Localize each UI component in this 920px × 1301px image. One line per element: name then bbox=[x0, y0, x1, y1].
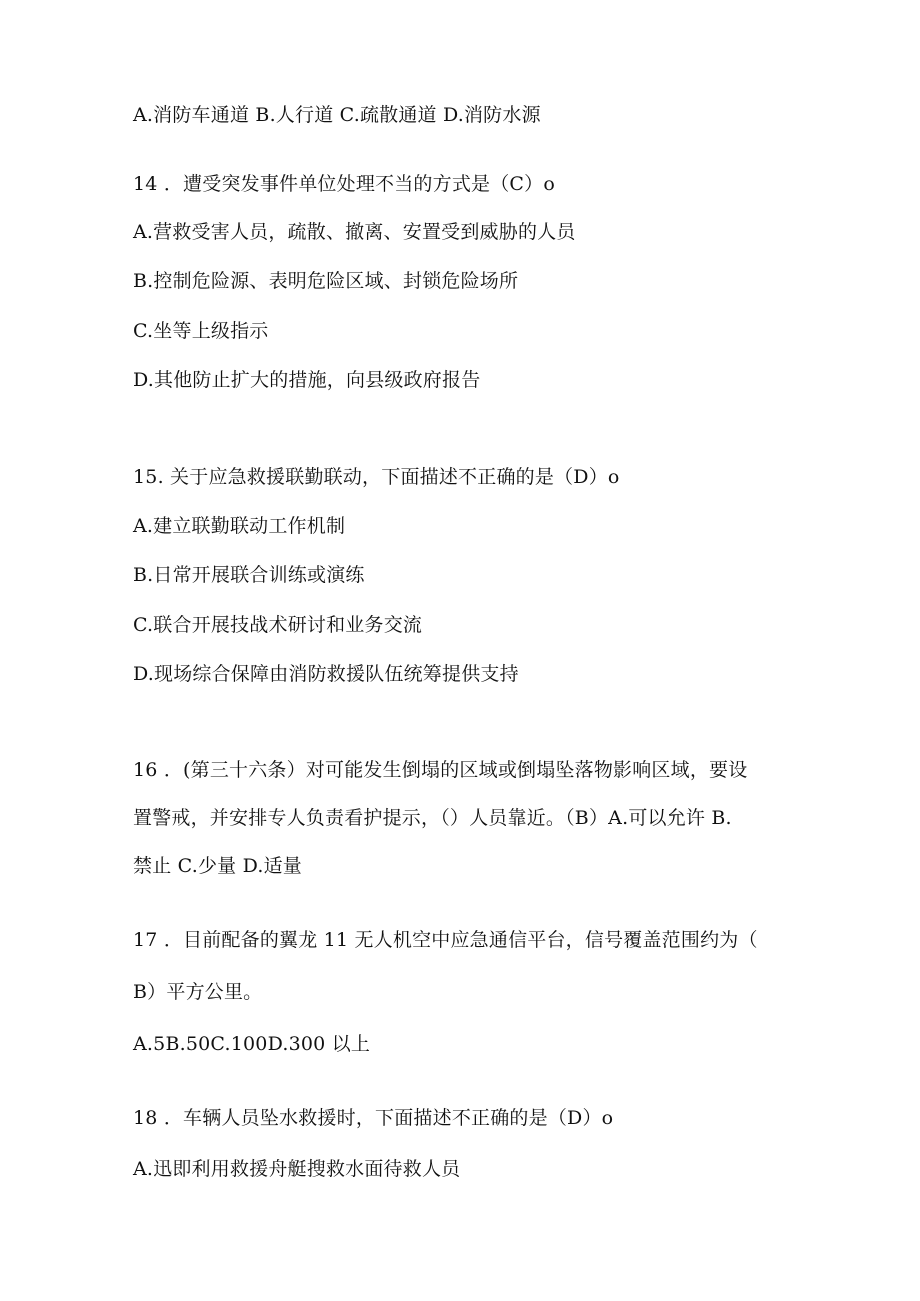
q14-option-b: B.控制危险源、表明危险区域、封锁危险场所 bbox=[133, 270, 519, 292]
q14-question: 14 ．遭受突发事件单位处理不当的方式是（C）o bbox=[133, 173, 555, 195]
q14-option-a: A.营救受害人员，疏散、撤离、安置受到威胁的人员 bbox=[133, 221, 576, 243]
q14-option-d: D.其他防止扩大的措施，向县级政府报告 bbox=[133, 369, 481, 391]
q15-question: 15. 关于应急救援联勤联动，下面描述不正确的是（D）o bbox=[133, 466, 620, 488]
q16-question-line: 置警戒，并安排专人负责看护提示，（）人员靠近。（B）A.可以允许 B. bbox=[133, 807, 732, 829]
q16-question-line: 禁止 C.少量 D.适量 bbox=[133, 855, 302, 877]
q15-option-b: B.日常开展联合训练或演练 bbox=[133, 564, 365, 586]
q15-option-c: C.联合开展技战术研讨和业务交流 bbox=[133, 614, 423, 636]
q16-question-line: 16 ．(第三十六条）对可能发生倒塌的区域或倒塌坠落物影响区域，要设 bbox=[133, 759, 748, 781]
q18-question: 18 ．车辆人员坠水救援时，下面描述不正确的是（D）o bbox=[133, 1107, 614, 1129]
q17-options: A.5B.50C.100D.300 以上 bbox=[133, 1033, 371, 1055]
q13-options: A.消防车通道 B.人行道 C.疏散通道 D.消防水源 bbox=[133, 104, 541, 126]
q15-option-a: A.建立联勤联动工作机制 bbox=[133, 515, 346, 537]
q18-option-a: A.迅即利用救援舟艇搜救水面待救人员 bbox=[133, 1158, 461, 1180]
q17-question-line: B）平方公里。 bbox=[133, 981, 263, 1003]
q15-option-d: D.现场综合保障由消防救援队伍统筹提供支持 bbox=[133, 663, 519, 685]
q14-option-c: C.坐等上级指示 bbox=[133, 320, 269, 342]
q17-question-line: 17 ．目前配备的翼龙 11 无人机空中应急通信平台，信号覆盖范围约为（ bbox=[133, 929, 758, 951]
